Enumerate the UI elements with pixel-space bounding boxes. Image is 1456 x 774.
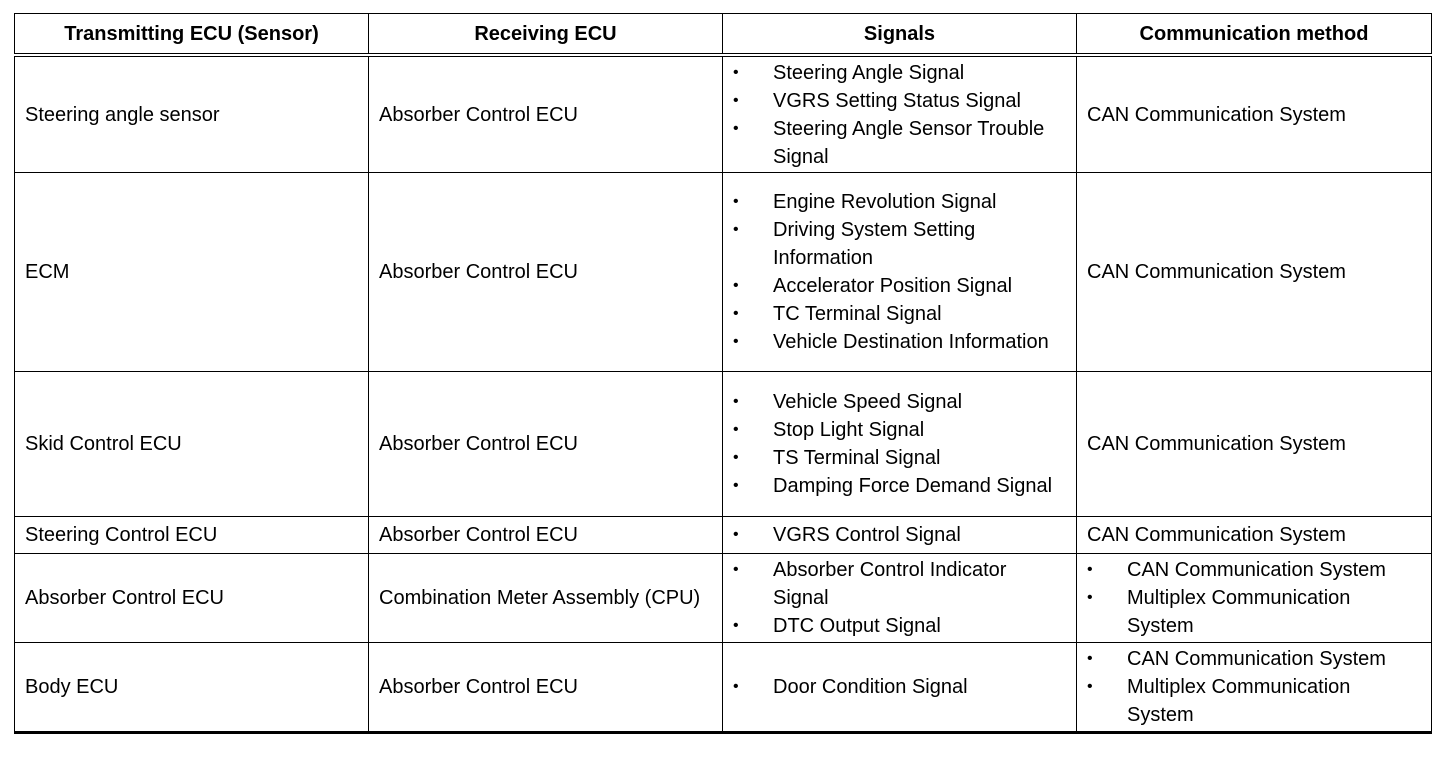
- methods-list: [1087, 645, 1421, 729]
- transmitting-ecu-cell: ECM: [15, 173, 369, 372]
- table-row: [15, 554, 1432, 643]
- signal-item: • TS Terminal Signal: [733, 444, 1066, 472]
- receiving-ecu-cell: Absorber Control ECU: [369, 55, 723, 173]
- signal-item: • Steering Angle Signal: [733, 59, 1066, 87]
- header-row: [15, 14, 1432, 56]
- signal-item: • Vehicle Speed Signal: [733, 388, 1066, 416]
- signal-item: • Engine Revolution Signal: [733, 188, 1066, 216]
- method-item: • CAN Communication System: [1087, 556, 1421, 584]
- header-receiving-ecu: Receiving ECU: [369, 14, 723, 56]
- signals-cell: [723, 372, 1077, 517]
- table-row: [15, 517, 1432, 554]
- signal-item: • Accelerator Position Signal: [733, 272, 1066, 300]
- communication-method-cell: CAN Communication System: [1077, 55, 1432, 173]
- communication-method-cell: [1077, 643, 1432, 733]
- header-transmitting-ecu: Transmitting ECU (Sensor): [15, 14, 369, 56]
- transmitting-ecu-cell: Steering Control ECU: [15, 517, 369, 554]
- signals-cell: [723, 554, 1077, 643]
- signals-list: [733, 59, 1066, 171]
- signals-cell: [723, 643, 1077, 733]
- signals-list: [733, 673, 1066, 701]
- signal-item: • DTC Output Signal: [733, 612, 1066, 640]
- table-row: [15, 55, 1432, 173]
- communication-method-cell: CAN Communication System: [1077, 517, 1432, 554]
- transmitting-ecu-cell: Skid Control ECU: [15, 372, 369, 517]
- signals-cell: [723, 517, 1077, 554]
- signals-list: [733, 556, 1066, 640]
- receiving-ecu-cell: Absorber Control ECU: [369, 643, 723, 733]
- receiving-ecu-cell: Combination Meter Assembly (CPU): [369, 554, 723, 643]
- ecu-communication-table: [14, 13, 1432, 734]
- signal-item: • VGRS Setting Status Signal: [733, 87, 1066, 115]
- signals-list: [733, 188, 1066, 356]
- table-row: [15, 173, 1432, 372]
- communication-method-cell: [1077, 554, 1432, 643]
- receiving-ecu-cell: Absorber Control ECU: [369, 173, 723, 372]
- signal-item: • Absorber Control Indicator Signal: [733, 556, 1066, 612]
- signal-item: • TC Terminal Signal: [733, 300, 1066, 328]
- header-signals: Signals: [723, 14, 1077, 56]
- communication-method-cell: CAN Communication System: [1077, 173, 1432, 372]
- table-row: [15, 372, 1432, 517]
- signals-cell: [723, 55, 1077, 173]
- table-row: [15, 643, 1432, 733]
- signal-item: • Damping Force Demand Signal: [733, 472, 1066, 500]
- transmitting-ecu-cell: Steering angle sensor: [15, 55, 369, 173]
- methods-list: [1087, 556, 1421, 640]
- signal-item: • Steering Angle Sensor Trouble Signal: [733, 115, 1066, 171]
- transmitting-ecu-cell: Absorber Control ECU: [15, 554, 369, 643]
- signals-list: [733, 521, 1066, 549]
- header-communication-method: Communication method: [1077, 14, 1432, 56]
- transmitting-ecu-cell: Body ECU: [15, 643, 369, 733]
- signal-item: • Door Condition Signal: [733, 673, 1066, 701]
- signals-list: [733, 388, 1066, 500]
- signal-item: • Vehicle Destination Information: [733, 328, 1066, 356]
- signals-cell: [723, 173, 1077, 372]
- method-item: • Multiplex Communication System: [1087, 584, 1421, 640]
- method-item: • Multiplex Communication System: [1087, 673, 1421, 729]
- signal-item: • Stop Light Signal: [733, 416, 1066, 444]
- signal-item: • Driving System Setting Information: [733, 216, 1066, 272]
- receiving-ecu-cell: Absorber Control ECU: [369, 372, 723, 517]
- receiving-ecu-cell: Absorber Control ECU: [369, 517, 723, 554]
- signal-item: • VGRS Control Signal: [733, 521, 1066, 549]
- communication-method-cell: CAN Communication System: [1077, 372, 1432, 517]
- method-item: • CAN Communication System: [1087, 645, 1421, 673]
